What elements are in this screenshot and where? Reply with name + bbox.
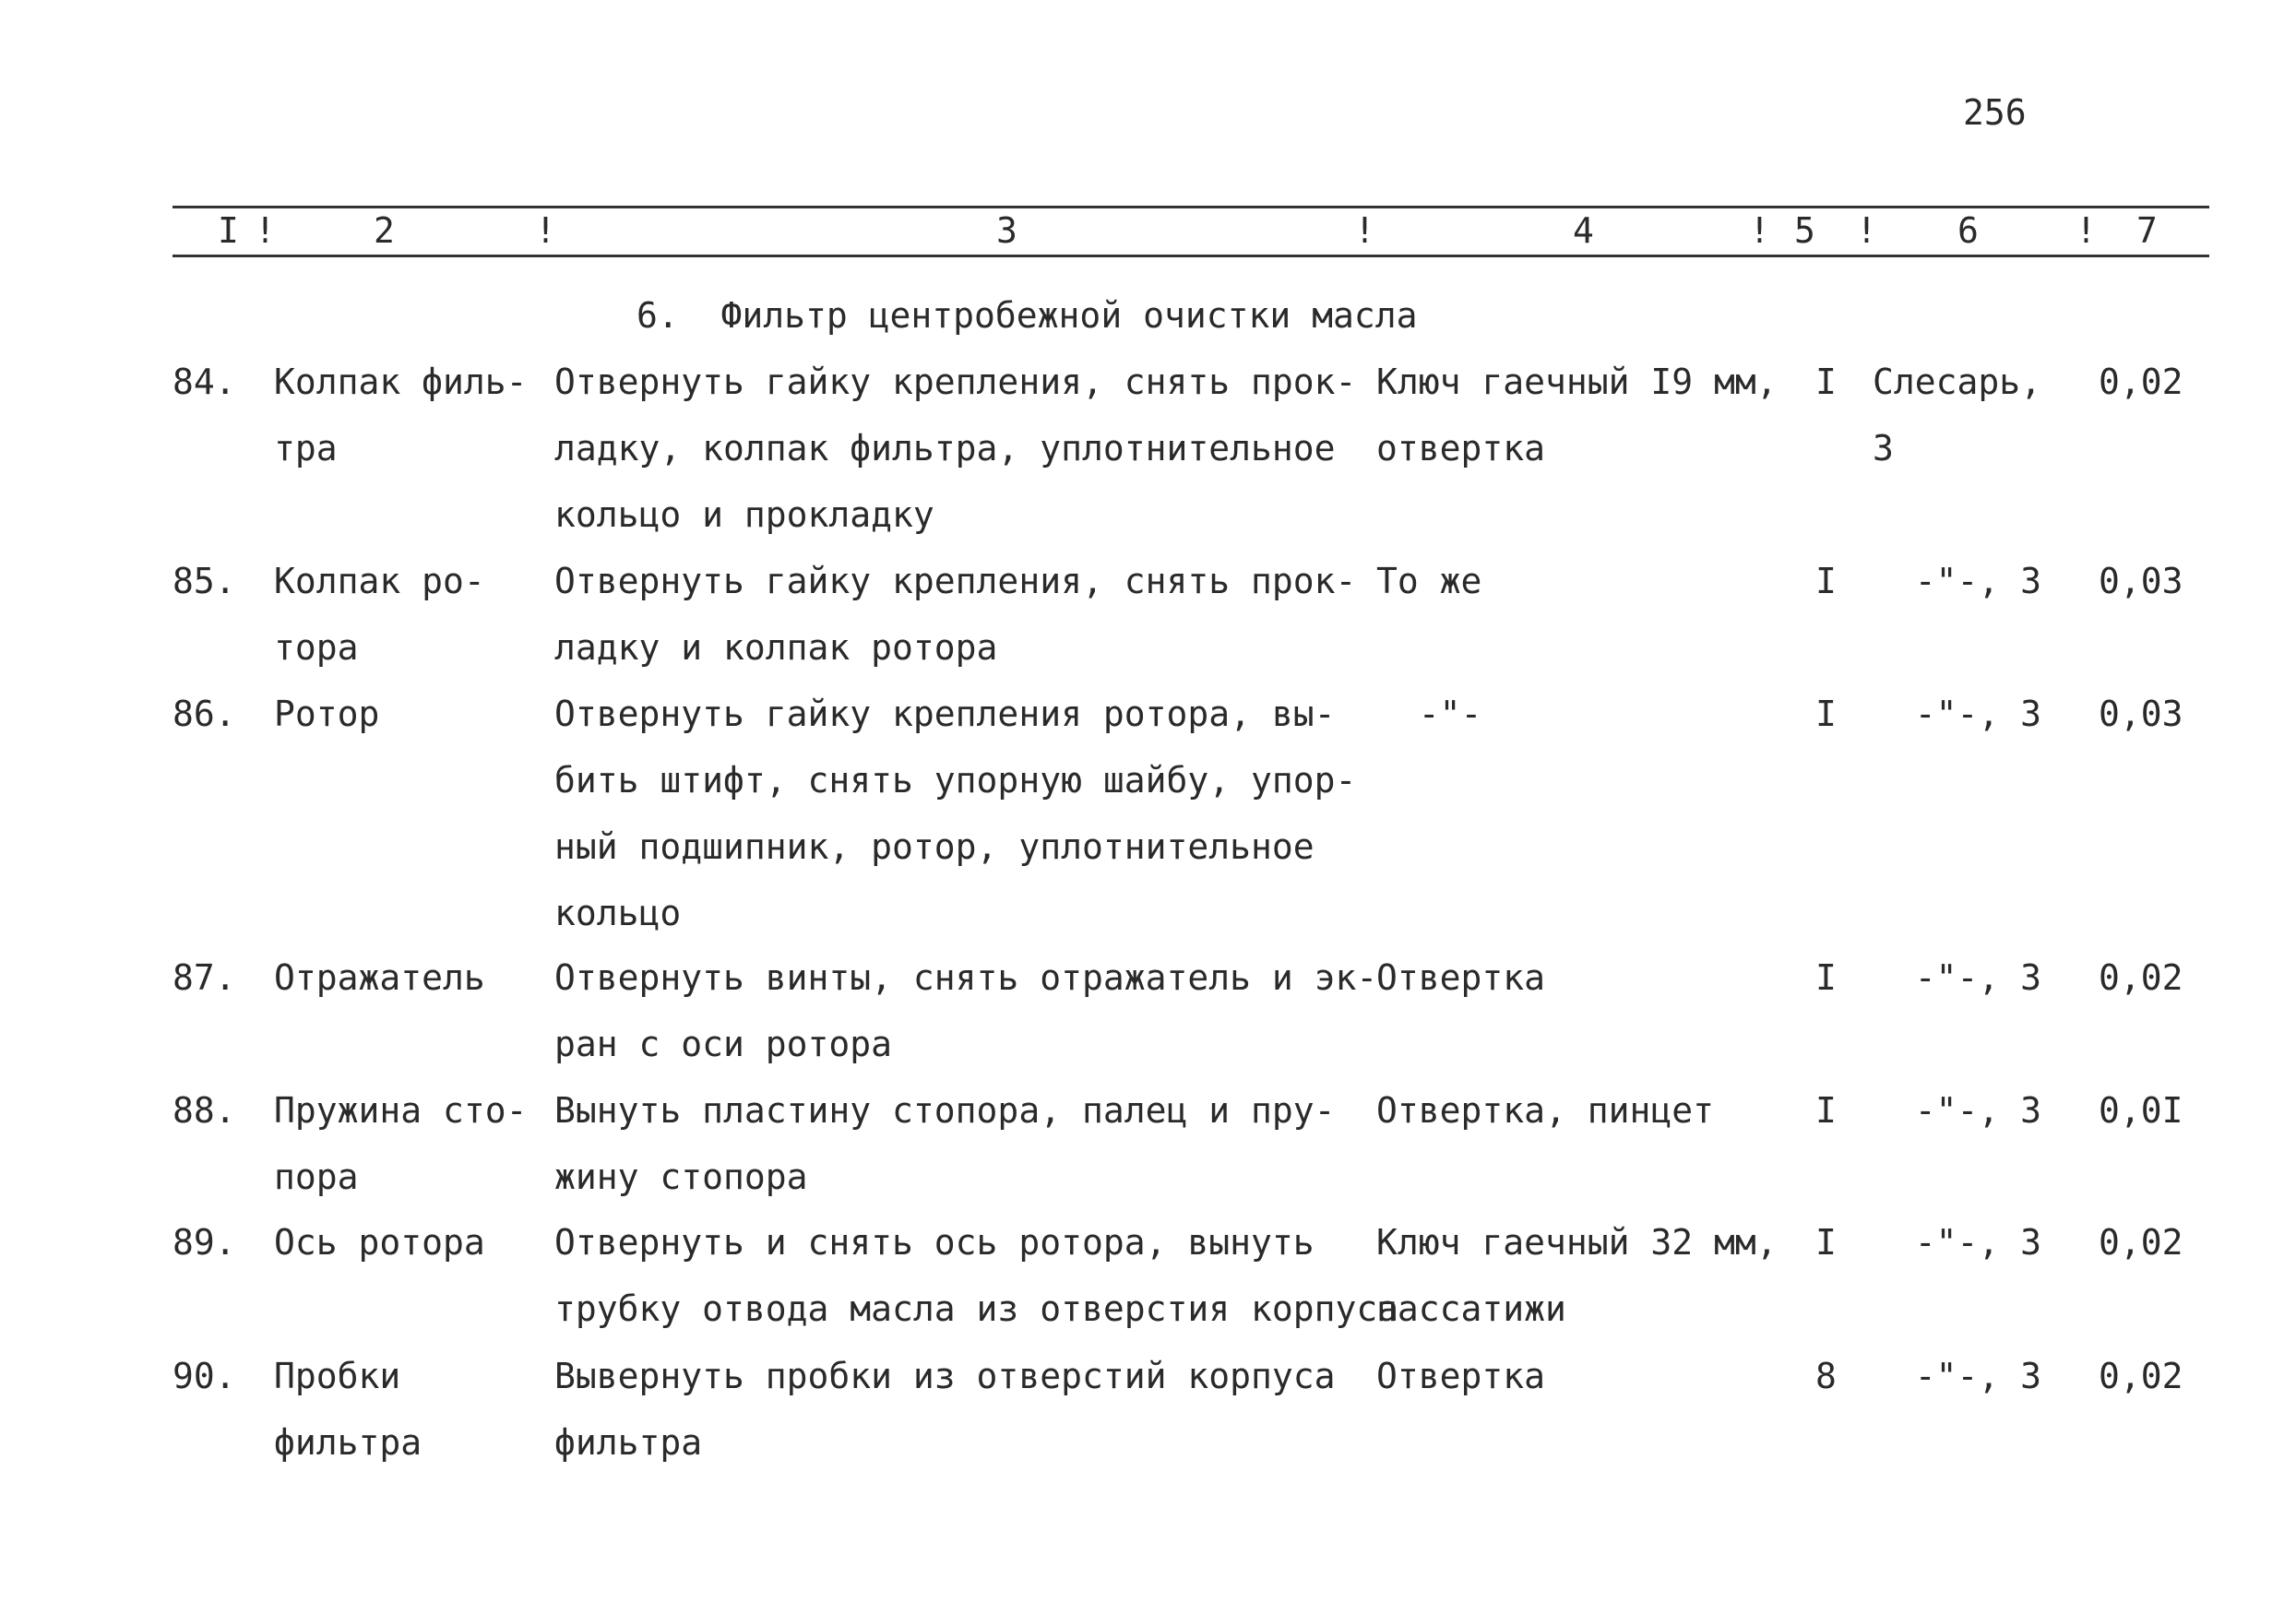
row-number: 85. <box>172 561 236 601</box>
worker-rank: -"-, 3 <box>1873 1090 2042 1131</box>
header-separator: ! <box>255 210 276 251</box>
header-separator: ! <box>1856 210 1877 251</box>
header-col-2: 2 <box>374 210 395 251</box>
quantity: I <box>1815 957 1837 998</box>
header-col-7: 7 <box>2136 210 2158 251</box>
operation-text: Отвернуть гайку крепления, снять прок- ладку, колпак фильтра, уплотнительное кольцо и прокладку <box>554 362 1357 535</box>
time-norm: 0,02 <box>2099 362 2183 402</box>
time-norm: 0,02 <box>2099 1222 2183 1263</box>
operation-text: Вынуть пластину стопора, палец и пру- жину стопора <box>554 1090 1336 1197</box>
operation-text: Отвернуть гайку крепления, снять прок- ладку и колпак ротора <box>554 561 1357 668</box>
part-name: Ротор <box>274 694 380 734</box>
quantity: I <box>1815 561 1837 601</box>
header-separator: ! <box>1354 210 1375 251</box>
table-header-bottom-rule <box>172 255 2209 257</box>
row-number: 89. <box>172 1222 236 1263</box>
header-col-1: I <box>218 210 239 251</box>
quantity: I <box>1815 362 1837 402</box>
operation-text: Отвернуть гайку крепления ротора, вы- бить штифт, снять упорную шайбу, упор- ный подшипник, ротор, уплотнительное кольцо <box>554 694 1357 933</box>
operation-text: Отвернуть винты, снять отражатель и эк- ран с оси ротора <box>554 957 1378 1064</box>
part-name: Отражатель <box>274 957 485 998</box>
operation-text: Вывернуть пробки из отверстий корпуса фильтра <box>554 1356 1336 1463</box>
table-top-rule <box>172 206 2209 208</box>
time-norm: 0,0I <box>2099 1090 2183 1131</box>
row-number: 88. <box>172 1090 236 1131</box>
section-title: 6. Фильтр центробежной очистки масла <box>636 295 1418 336</box>
part-name: Колпак ро- тора <box>274 561 485 668</box>
tool-text: То же <box>1376 561 1482 601</box>
time-norm: 0,02 <box>2099 957 2183 998</box>
part-name: Ось ротора <box>274 1222 485 1263</box>
row-number: 90. <box>172 1356 236 1396</box>
row-number: 86. <box>172 694 236 734</box>
quantity: I <box>1815 1222 1837 1263</box>
row-number: 87. <box>172 957 236 998</box>
worker-rank: -"-, 3 <box>1873 957 2042 998</box>
header-col-4: 4 <box>1573 210 1594 251</box>
time-norm: 0,03 <box>2099 694 2183 734</box>
tool-text: Отвертка <box>1376 1356 1546 1396</box>
header-col-5: 5 <box>1794 210 1815 251</box>
quantity: I <box>1815 694 1837 734</box>
part-name: Колпак филь- тра <box>274 362 528 469</box>
header-separator: ! <box>535 210 556 251</box>
worker-rank: -"-, 3 <box>1873 1222 2042 1263</box>
header-separator: ! <box>1749 210 1770 251</box>
worker-rank: -"-, 3 <box>1873 1356 2042 1396</box>
quantity: I <box>1815 1090 1837 1131</box>
tool-text: Отвертка <box>1376 957 1546 998</box>
header-separator: ! <box>2076 210 2097 251</box>
page-number: 256 <box>1963 92 2027 133</box>
quantity: 8 <box>1815 1356 1837 1396</box>
worker-rank: -"-, 3 <box>1873 561 2042 601</box>
tool-text: Ключ гаечный I9 мм, отвертка <box>1376 362 1778 469</box>
part-name: Пружина сто- пора <box>274 1090 528 1197</box>
tool-text: Отвертка, пинцет <box>1376 1090 1715 1131</box>
time-norm: 0,03 <box>2099 561 2183 601</box>
tool-text: Ключ гаечный 32 мм, пассатижи <box>1376 1222 1778 1329</box>
header-col-6: 6 <box>1957 210 1979 251</box>
part-name: Пробки фильтра <box>274 1356 422 1463</box>
worker-rank: Слесарь, 3 <box>1873 362 2042 469</box>
operation-text: Отвернуть и снять ось ротора, вынуть трубку отвода масла из отверстия корпуса <box>554 1222 1399 1329</box>
row-number: 84. <box>172 362 236 402</box>
tool-text: -"- <box>1376 694 1482 734</box>
worker-rank: -"-, 3 <box>1873 694 2042 734</box>
header-col-3: 3 <box>996 210 1017 251</box>
time-norm: 0,02 <box>2099 1356 2183 1396</box>
